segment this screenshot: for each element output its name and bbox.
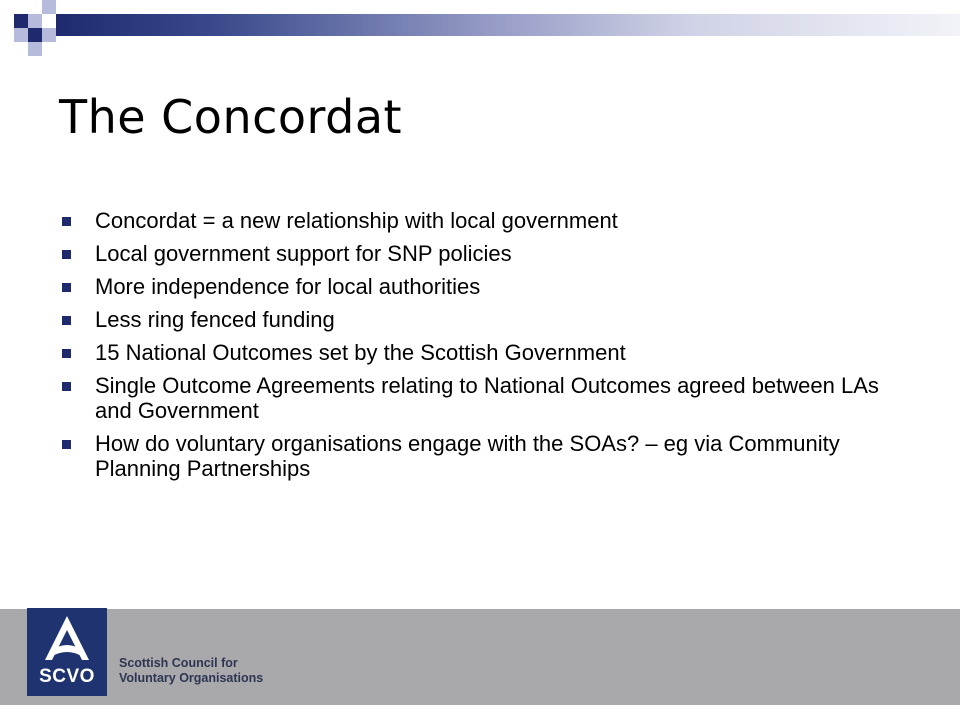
decor-square-lavender-5 xyxy=(28,42,42,56)
bullet-square-icon xyxy=(62,440,71,449)
bullet-item xyxy=(60,274,920,299)
bullet-item xyxy=(60,340,920,365)
bullet-item xyxy=(60,373,920,423)
decor-square-navy-1 xyxy=(14,14,28,28)
bullet-square-icon xyxy=(62,217,71,226)
decor-square-lavender-2 xyxy=(14,28,28,42)
bullet-text: 15 National Outcomes set by the Scottish Government xyxy=(95,340,626,365)
bullet-square-icon xyxy=(62,349,71,358)
organisation-name xyxy=(119,656,339,686)
bullet-text: More independence for local authorities xyxy=(95,274,481,299)
bullet-square-icon xyxy=(62,283,71,292)
bullet-square-icon xyxy=(62,316,71,325)
scvo-logo xyxy=(27,608,107,696)
scvo-peak-icon xyxy=(27,608,107,670)
bullet-text: Local government support for SNP policies xyxy=(95,241,512,266)
organisation-name-line2: Voluntary Organisations xyxy=(119,671,264,685)
bullet-item xyxy=(60,431,920,481)
bullet-square-icon xyxy=(62,250,71,259)
bullet-item xyxy=(60,241,920,266)
bullet-text: Concordat = a new relationship with local government xyxy=(95,208,618,233)
decor-square-lavender-1 xyxy=(28,14,42,28)
decor-square-navy-2 xyxy=(28,28,42,42)
bullet-square-icon xyxy=(62,382,71,391)
slide-title: The Concordat xyxy=(59,90,403,144)
bullet-list xyxy=(60,208,920,489)
decor-square-lavender-4 xyxy=(42,28,56,42)
bullet-item xyxy=(60,208,920,233)
decor-square-lavender-3 xyxy=(42,0,56,14)
bullet-text: Less ring fenced funding xyxy=(95,307,335,332)
bullet-item xyxy=(60,307,920,332)
logo-abbreviation: SCVO xyxy=(39,666,95,687)
bullet-text: Single Outcome Agreements relating to National Outcomes agreed between LAs and Government xyxy=(95,373,879,423)
bullet-text: How do voluntary organisations engage with the SOAs? – eg via Community Planning Partnerships xyxy=(95,431,840,481)
header-gradient-bar xyxy=(56,14,960,36)
organisation-name-line1: Scottish Council for xyxy=(119,656,238,670)
